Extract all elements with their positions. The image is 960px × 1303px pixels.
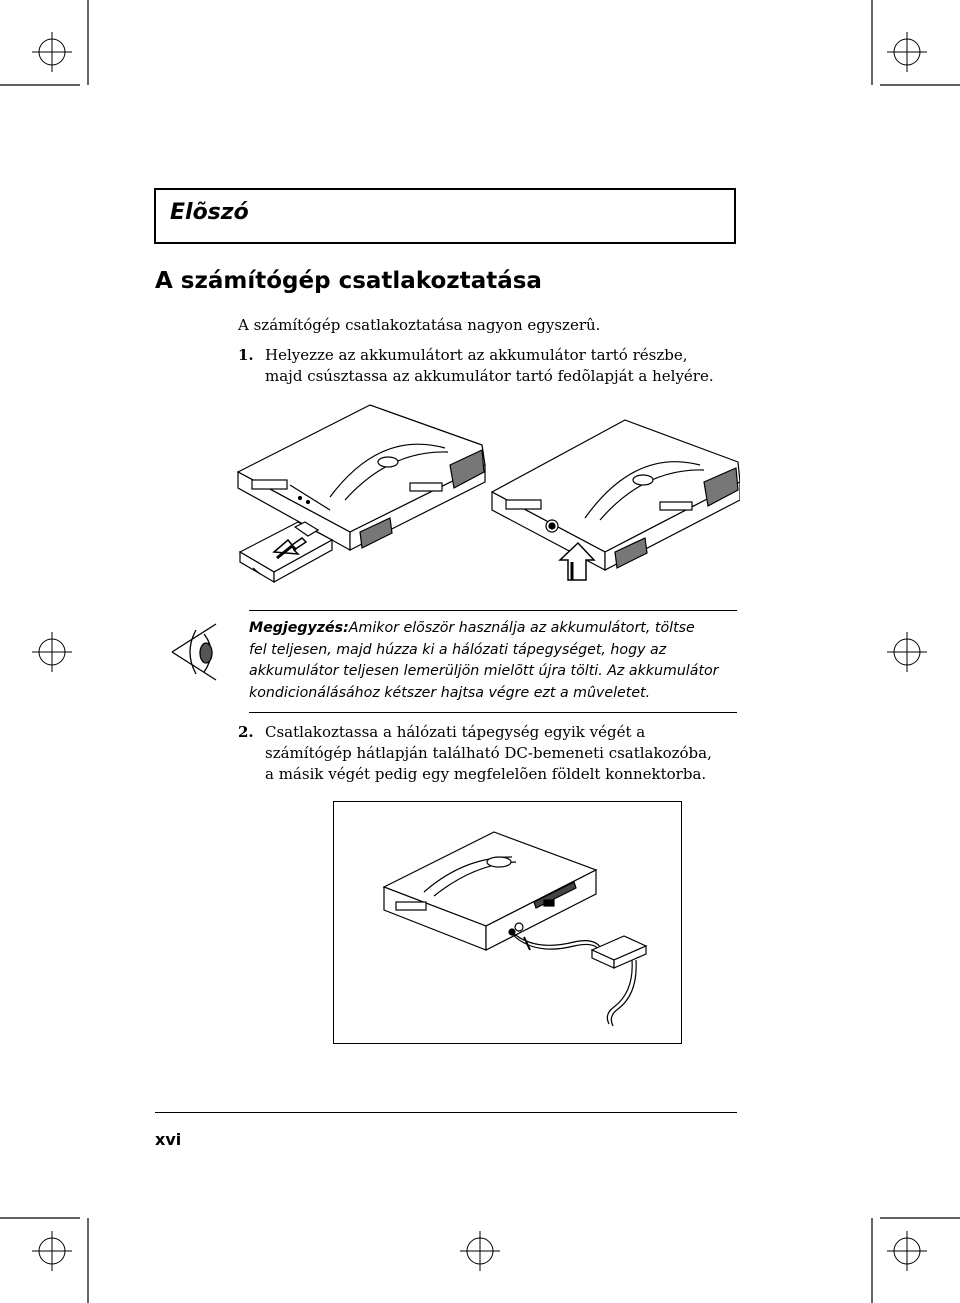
step2-line3: a másik végét pedig egy megfelelõen földelt konnektorba. (265, 765, 707, 783)
registration-target-icon (887, 1231, 927, 1271)
power-adapter-box-image (592, 936, 646, 968)
registration-target-icon (32, 632, 72, 672)
registration-target-icon (887, 32, 927, 72)
step1-line2: majd csúsztassa az akkumulátor tartó fedõlapját a helyére. (265, 367, 714, 385)
eye-note-icon (170, 620, 218, 682)
section-header-box (154, 188, 736, 244)
intro-text: A számítógép csatlakoztatása nagyon egyszerû. (238, 316, 601, 334)
registration-target-icon (460, 1231, 500, 1271)
registration-target-icon (32, 1231, 72, 1271)
note-label: Megjegyzés: (249, 620, 349, 636)
footer-rule (155, 1112, 737, 1113)
registration-target-icon (32, 32, 72, 72)
note-line2: fel teljesen, majd húzza ki a hálózati tápegységet, hogy az (249, 641, 667, 658)
battery-insertion-illustration (230, 400, 740, 595)
step1-number: 1. (238, 346, 254, 364)
note-bottom-rule (249, 712, 737, 713)
note-top-rule (249, 610, 737, 611)
page-heading: A számítógép csatlakoztatása (155, 268, 542, 294)
note-line1: Amikor elõször használja az akkumulátort, töltse (348, 620, 695, 636)
step2-line2: számítógép hátlapján található DC-bemeneti csatlakozóba, (265, 744, 712, 762)
laptop-rear-image (384, 832, 596, 950)
note-line4: kondicionálásához kétszer hajtsa végre ezt a mûveletet. (249, 684, 651, 701)
laptop-right-image (492, 420, 740, 570)
section-title: Elõszó (170, 200, 249, 225)
page-number: xvi (155, 1130, 182, 1149)
laptop-left-image (238, 405, 485, 550)
registration-target-icon (887, 632, 927, 672)
note-text (249, 618, 749, 704)
step2-line1: Csatlakoztassa a hálózati tápegység egyik végét a (265, 723, 646, 741)
step1-line1: Helyezze az akkumulátort az akkumulátor tartó részbe, (265, 346, 688, 364)
power-adapter-illustration (334, 802, 681, 1043)
step2-number: 2. (238, 723, 254, 741)
note-line3: akkumulátor teljesen lemerüljön mielõtt újra tölti. Az akkumulátor (249, 663, 719, 679)
